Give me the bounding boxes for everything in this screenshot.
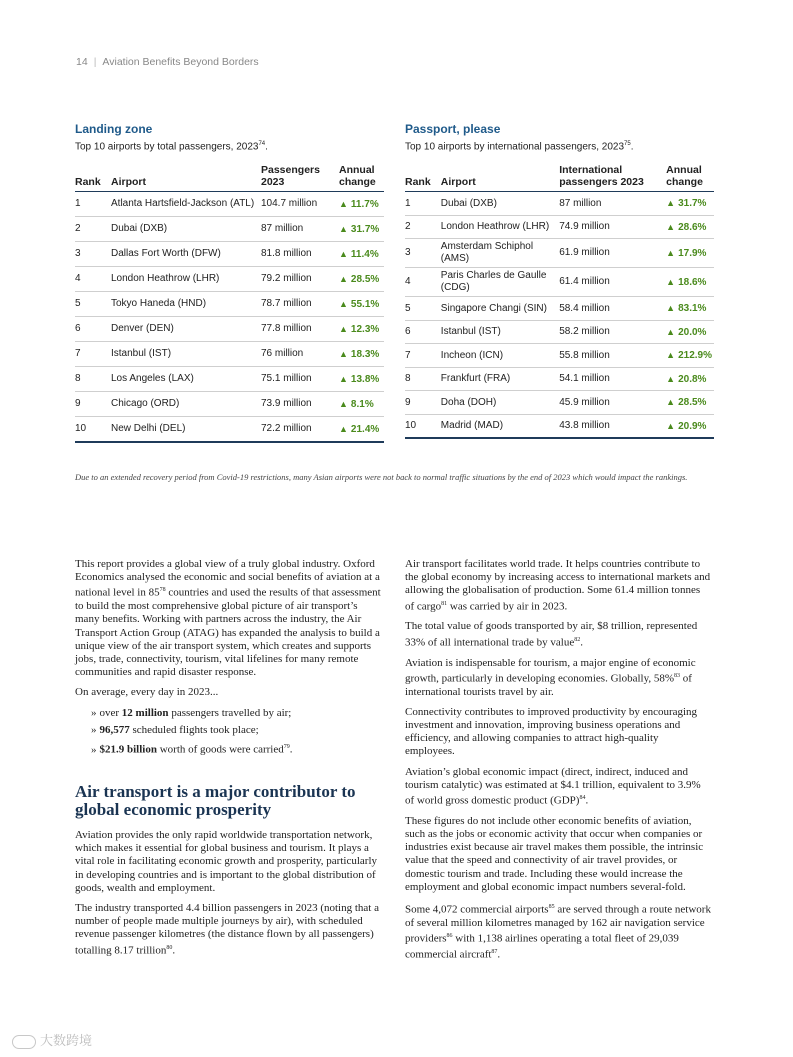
column-header-airport: Airport	[441, 164, 559, 192]
body-paragraph: These figures do not include other economic benefits of aviation, such as the jobs or economic activity that occur when companies or industries exist because air travel makes them possible, the intrinsic value that the speed and connectivity of air travel provides, or domestic tourism and trade. Including these would increase the employment and global economic impact numbers several-fold.	[405, 814, 704, 893]
header-divider: |	[93, 56, 97, 68]
rank-cell: 10	[75, 417, 111, 443]
footnote-ref: 87	[491, 949, 498, 956]
passport-please-table-block	[405, 122, 714, 439]
table-row	[75, 292, 384, 317]
passengers-cell: 74.9 million	[559, 215, 666, 239]
rank-cell: 4	[405, 268, 441, 297]
airport-cell: Amsterdam Schiphol (AMS)	[441, 239, 559, 268]
table-subtitle: Top 10 airports by total passengers, 2023$^{74}$.	[75, 141, 268, 153]
average-day-text: On average, every day in 2023...	[75, 686, 219, 699]
airport-cell: Dallas Fort Worth (DFW)	[111, 242, 261, 267]
intro-paragraph: This report provides a global view of a truly global industry. Oxford Economics analysed the economic and social benefits of aviation at a national level in $85^{78}$ countries and used the results of that assessment to build the most comprehensive global picture of air transport’s many benefits. Working with partners across the industry, the Air Transport Action Group (ATAG) has expanded the analysis to build a unique view of the air transport system, which creates and supports jobs, trade, connectivity, tourism, vital lifelines for many remote communities and rapid disaster response.	[75, 558, 381, 679]
passengers-cell: 81.8 million	[261, 242, 339, 267]
table-title: Passport, please	[405, 122, 501, 136]
annual-change-cell: ▲ 55.1%	[339, 292, 384, 317]
annual-change-cell: ▲ 13.8%	[339, 367, 384, 392]
footnote-ref: 84	[579, 795, 586, 802]
annual-change-cell: ▲ 83.1%	[666, 297, 714, 321]
annual-change-cell: ▲ 20.8%	[666, 367, 714, 391]
annual-change-cell: ▲ 8.1%	[339, 392, 384, 417]
body-paragraph: Aviation’s global economic impact (direct, indirect, induced and tourism catalytic) was estimated at $4.1 trillion, equivalent to 3.9% of world gross domestic product (GDP)$^{84}$.	[405, 765, 701, 807]
table-title: Landing zone	[75, 122, 153, 136]
rank-cell: 3	[405, 239, 441, 268]
table-row	[405, 239, 714, 268]
rank-cell: 2	[75, 217, 111, 242]
annual-change-cell: ▲ 20.0%	[666, 320, 714, 344]
annual-change-cell: ▲ 28.5%	[339, 267, 384, 292]
airport-cell: Denver (DEN)	[111, 317, 261, 342]
footnote-ref: 80	[166, 944, 173, 951]
body-paragraph: The total value of goods transported by air, $8 trillion, represented 33% of all international trade by value$^{82}$.	[405, 620, 698, 649]
airport-cell: London Heathrow (LHR)	[441, 215, 559, 239]
airport-cell: Atlanta Hartsfield-Jackson (ATL)	[111, 192, 261, 217]
table-row	[405, 320, 714, 344]
annual-change-cell: ▲ 11.4%	[339, 242, 384, 267]
footnote-ref: 82	[574, 636, 581, 643]
rank-cell: 6	[75, 317, 111, 342]
annual-change-cell: ▲ 28.5%	[666, 391, 714, 415]
airport-cell: Istanbul (IST)	[441, 320, 559, 344]
table-row	[405, 215, 714, 239]
left-text-column	[75, 558, 381, 964]
passengers-cell: 79.2 million	[261, 267, 339, 292]
annual-change-cell: ▲ 18.3%	[339, 342, 384, 367]
body-paragraph: The industry transported 4.4 billion passengers in 2023 (noting that a number of people made multiple journeys by air), with scheduled revenue passenger kilometres (the distance flown by all passengers) totalling 8.17 trillion$^{80}$.	[75, 901, 379, 957]
passengers-cell: 77.8 million	[261, 317, 339, 342]
airport-ranking-table	[405, 164, 714, 439]
daily-stats-list	[75, 707, 381, 757]
airport-cell: Doha (DOH)	[441, 391, 559, 415]
footnote-ref: 86	[446, 933, 453, 940]
airport-cell: Madrid (MAD)	[441, 414, 559, 438]
airport-cell: Los Angeles (LAX)	[111, 367, 261, 392]
passengers-cell: 75.1 million	[261, 367, 339, 392]
table-row	[75, 367, 384, 392]
airport-cell: Istanbul (IST)	[111, 342, 261, 367]
passengers-cell: 87 million	[261, 217, 339, 242]
footnote-ref: 83	[674, 672, 681, 679]
rank-cell: 9	[75, 392, 111, 417]
table-row	[405, 297, 714, 321]
annual-change-cell: ▲ 17.9%	[666, 239, 714, 268]
passengers-cell: 54.1 million	[559, 367, 666, 391]
rank-cell: 3	[75, 242, 111, 267]
table-row	[405, 367, 714, 391]
column-header-passengers: Passengers 2023	[261, 164, 339, 192]
right-text-column	[405, 558, 711, 969]
column-header-rank: Rank	[405, 164, 441, 192]
airport-cell: New Delhi (DEL)	[111, 417, 261, 443]
airport-cell: Frankfurt (FRA)	[441, 367, 559, 391]
table-subtitle: Top 10 airports by international passengers, 2023$^{75}$.	[405, 141, 634, 153]
footnote-ref: 74	[258, 141, 266, 147]
annual-change-cell: ▲ 212.9%	[666, 344, 714, 368]
list-item: » 96,577 scheduled flights took place;	[91, 723, 259, 736]
column-header-passengers: International passengers 2023	[559, 164, 666, 192]
annual-change-cell: ▲ 18.6%	[666, 268, 714, 297]
rank-cell: 9	[405, 391, 441, 415]
footnote-ref: 79	[283, 744, 290, 751]
rank-cell: 5	[75, 292, 111, 317]
airport-cell: London Heathrow (LHR)	[111, 267, 261, 292]
annual-change-cell: ▲ 28.6%	[666, 215, 714, 239]
table-footnote: Due to an extended recovery period from Covid-19 restrictions, many Asian airports were not back to normal traffic situations by the end of 2023 which would impact the rankings.	[75, 472, 688, 482]
watermark-logo-icon	[12, 1035, 36, 1049]
table-row	[75, 417, 384, 443]
annual-change-cell: ▲ 31.7%	[339, 217, 384, 242]
passengers-cell: 61.9 million	[559, 239, 666, 268]
passengers-cell: 58.2 million	[559, 320, 666, 344]
footnote-ref: 75	[624, 141, 631, 147]
table-row	[405, 414, 714, 438]
table-row	[405, 268, 714, 297]
page-number: 14	[76, 56, 88, 68]
table-row	[75, 192, 384, 217]
airport-cell: Tokyo Haneda (HND)	[111, 292, 261, 317]
rank-cell: 7	[75, 342, 111, 367]
passengers-cell: 76 million	[261, 342, 339, 367]
airport-cell: Dubai (DXB)	[441, 192, 559, 216]
watermark: 大数跨境	[12, 1030, 92, 1049]
annual-change-cell: ▲ 12.3%	[339, 317, 384, 342]
body-paragraph: Some 4,072 commercial airports$^{85}$ are served through a route network of several million kilometres managed by 162 air navigation service providers$^{86}$ with 1,138 airlines operating a total fleet of 29,039 commercial aircraft$^{87}$.	[405, 903, 711, 961]
passengers-cell: 45.9 million	[559, 391, 666, 415]
footnote-ref: 85	[548, 904, 555, 911]
table-row	[75, 267, 384, 292]
footnote-ref: 78	[159, 587, 166, 594]
rank-cell: 2	[405, 215, 441, 239]
airport-ranking-table	[75, 164, 384, 443]
column-header-change: Annual change	[339, 164, 384, 192]
running-title: Aviation Benefits Beyond Borders	[102, 56, 259, 68]
passengers-cell: 72.2 million	[261, 417, 339, 443]
table-row	[405, 391, 714, 415]
body-paragraph: Aviation provides the only rapid worldwide transportation network, which makes it essential for global business and tourism. It plays a vital role in facilitating economic growth and prosperity, particularly in developing countries and is important to the global distribution of goods, wealth and employment.	[75, 828, 377, 894]
passengers-cell: 61.4 million	[559, 268, 666, 297]
list-item: » $21.9 billion worth of goods were carried$^{79}$.	[91, 743, 293, 756]
landing-zone-table-block	[75, 122, 384, 443]
footnote-ref: 81	[441, 600, 448, 607]
rank-cell: 8	[405, 367, 441, 391]
table-row	[75, 342, 384, 367]
annual-change-cell: ▲ 31.7%	[666, 192, 714, 216]
passengers-cell: 73.9 million	[261, 392, 339, 417]
rank-cell: 5	[405, 297, 441, 321]
rank-cell: 1	[75, 192, 111, 217]
passengers-cell: 104.7 million	[261, 192, 339, 217]
table-row	[405, 192, 714, 216]
passengers-cell: 43.8 million	[559, 414, 666, 438]
rank-cell: 7	[405, 344, 441, 368]
airport-cell: Incheon (ICN)	[441, 344, 559, 368]
rank-cell: 4	[75, 267, 111, 292]
body-paragraph: Air transport facilitates world trade. It helps countries contribute to the global economy by increasing access to international markets and allowing the globalisation of production. Some 61.4 million tonnes of cargo$^{81}$ was carried by air in 2023.	[405, 558, 711, 613]
passengers-cell: 58.4 million	[559, 297, 666, 321]
column-header-rank: Rank	[75, 164, 111, 192]
passengers-cell: 87 million	[559, 192, 666, 216]
list-item: » over 12 million passengers travelled by air;	[91, 706, 292, 719]
table-row	[75, 217, 384, 242]
airport-cell: Paris Charles de Gaulle (CDG)	[441, 268, 559, 297]
table-row	[405, 344, 714, 368]
running-header	[76, 56, 259, 68]
body-paragraph: Connectivity contributes to improved productivity by encouraging investment and innovation, improving business operations and efficiency, and allowing companies to attract high-quality employees.	[405, 705, 698, 758]
rank-cell: 8	[75, 367, 111, 392]
airport-cell: Dubai (DXB)	[111, 217, 261, 242]
annual-change-cell: ▲ 21.4%	[339, 417, 384, 443]
table-row	[75, 392, 384, 417]
passengers-cell: 78.7 million	[261, 292, 339, 317]
section-heading: Air transport is a major contributor to global economic prosperity	[75, 781, 356, 819]
column-header-change: Annual change	[666, 164, 714, 192]
column-header-airport: Airport	[111, 164, 261, 192]
airport-cell: Chicago (ORD)	[111, 392, 261, 417]
rank-cell: 6	[405, 320, 441, 344]
annual-change-cell: ▲ 11.7%	[339, 192, 384, 217]
table-row	[75, 317, 384, 342]
airport-cell: Singapore Changi (SIN)	[441, 297, 559, 321]
passengers-cell: 55.8 million	[559, 344, 666, 368]
table-row	[75, 242, 384, 267]
rank-cell: 10	[405, 414, 441, 438]
annual-change-cell: ▲ 20.9%	[666, 414, 714, 438]
body-paragraph: Aviation is indispensable for tourism, a major engine of economic growth, particularly in developing economies. Globally, 58%$^{83}$ of international tourists travel by air.	[405, 656, 696, 698]
rank-cell: 1	[405, 192, 441, 216]
